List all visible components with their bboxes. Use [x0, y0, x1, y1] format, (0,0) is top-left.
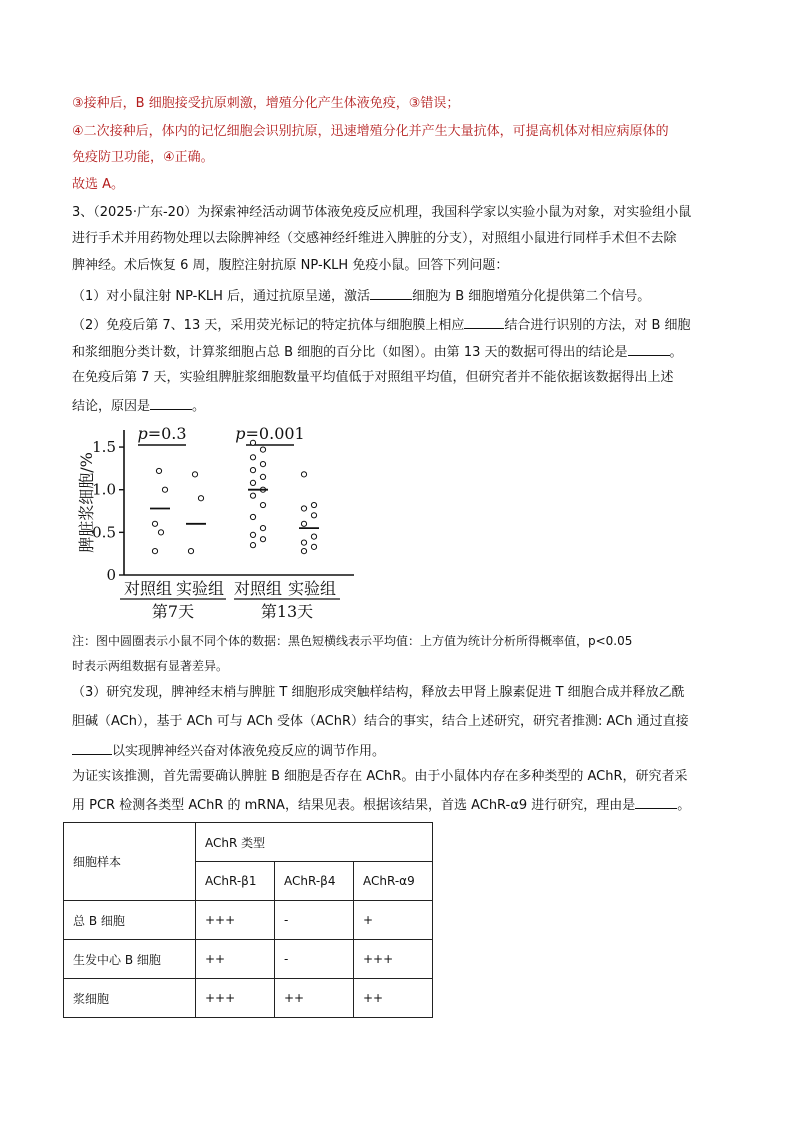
p-value-label: [235, 424, 304, 443]
table-cell: +: [354, 901, 433, 940]
part-2-text-e: 结论，原因是: [72, 399, 151, 414]
data-point: [250, 467, 255, 472]
y-tick-label: 1.5: [92, 438, 116, 457]
part-3-line-5: [72, 794, 690, 816]
group-header-cell: AChR 类型: [196, 823, 433, 862]
table-row: [64, 979, 433, 1018]
answer-line-1: ③接种后，B 细胞接受抗原刺激，增殖分化产生体液免疫，③错误；: [72, 96, 460, 111]
question-3-line-1: 3、（2025·广东-20）为探索神经活动调节体液免疫反应机理，我国科学家以实验小鼠为对象，对实验组小鼠: [72, 205, 692, 220]
data-point: [260, 537, 265, 542]
y-axis-label: 脾脏浆细胞/%: [77, 452, 96, 553]
data-point: [301, 549, 306, 554]
part-2-line-2: [72, 341, 683, 363]
category-label: 对照组: [233, 579, 283, 598]
category-label: 实验组: [287, 579, 337, 598]
y-tick-label: 0: [106, 566, 116, 584]
part-3-text-e: 用 PCR 检测各类型 AChR 的 mRNA，结果见表。根据该结果，首选 AChR-α9 进行研究，理由是: [72, 798, 636, 813]
row-label: 浆细胞: [64, 979, 196, 1018]
data-point: [198, 496, 203, 501]
data-point: [260, 502, 265, 507]
table-row: [64, 940, 433, 979]
y-tick-label: 1.0: [92, 480, 116, 499]
data-point: [311, 544, 316, 549]
table-cell: ++: [196, 940, 275, 979]
part-1: [72, 285, 650, 307]
question-3-line-2: 进行手术并用药物处理以去除脾神经（交感神经纤维进入脾脏的分支），对照组小鼠进行同样手术但不去除: [72, 231, 677, 246]
p-value: =0.001: [245, 424, 305, 443]
period: 。: [669, 345, 683, 360]
data-point: [301, 506, 306, 511]
group-label: 第7天: [151, 602, 195, 621]
data-point: [188, 549, 193, 554]
part-3-line-2: 胆碱（ACh），基于 ACh 可与 ACh 受体（AChR）结合的事实，结合上述研究，研究者推测: ACh 通过直接: [72, 714, 689, 729]
data-point: [152, 521, 157, 526]
p-value: =0.3: [147, 424, 187, 443]
table-cell: +++: [354, 940, 433, 979]
figure-note-2: 时表示两组数据有显著差异。: [72, 659, 229, 673]
p-symbol: p: [137, 424, 148, 443]
part-2-line-1: [72, 314, 691, 336]
data-point: [158, 530, 163, 535]
answer-blank[interactable]: [370, 285, 412, 300]
achr-table: [63, 822, 433, 1018]
table-cell: -: [275, 940, 354, 979]
data-point: [311, 502, 316, 507]
data-point: [301, 540, 306, 545]
data-point: [156, 468, 161, 473]
data-point: [260, 474, 265, 479]
period: 。: [677, 798, 691, 813]
answer-blank[interactable]: [72, 740, 112, 755]
table-row: [64, 901, 433, 940]
p-value-label: [137, 424, 186, 443]
table-cell: ++: [275, 979, 354, 1018]
data-point: [311, 534, 316, 539]
data-point: [152, 549, 157, 554]
table-cell: ++: [354, 979, 433, 1018]
category-label: 对照组: [123, 579, 173, 598]
data-point: [260, 525, 265, 530]
table-cell: -: [275, 901, 354, 940]
row-label: 总 B 细胞: [64, 901, 196, 940]
scatter-chart: [72, 420, 372, 625]
part-3-text-c: 以实现脾神经兴奋对体液免疫反应的调节作用。: [112, 744, 386, 759]
y-tick-label: 0.5: [92, 523, 116, 542]
part-3-line-3: [72, 740, 385, 762]
data-point: [260, 462, 265, 467]
data-point: [250, 455, 255, 460]
plasma-cell-figure: [72, 420, 372, 625]
part-2-text-b: 结合进行识别的方法，对 B 细胞: [504, 318, 691, 333]
data-point: [162, 487, 167, 492]
answer-blank[interactable]: [464, 314, 504, 329]
data-point: [250, 480, 255, 485]
part-2-line-4: [72, 395, 205, 417]
period: 。: [192, 399, 206, 414]
answer-blank[interactable]: [150, 395, 192, 410]
part-1-text-b: 细胞为 B 细胞增殖分化提供第二个信号。: [412, 289, 651, 304]
answer-line-2: ④二次接种后，体内的记忆细胞会识别抗原，迅速增殖分化并产生大量抗体，可提高机体对相应病原体的: [72, 124, 669, 139]
column-header: AChR-β1: [196, 862, 275, 901]
row-label: 生发中心 B 细胞: [64, 940, 196, 979]
data-point: [250, 543, 255, 548]
data-point: [192, 472, 197, 477]
answer-line-3: 免疫防卫功能，④正确。: [72, 150, 214, 165]
part-2-text-a: （2）免疫后第 7、13 天，采用荧光标记的特定抗体与细胞膜上相应: [72, 318, 465, 333]
part-3-line-1: （3）研究发现，脾神经末梢与脾脏 T 细胞形成突触样结构，释放去甲肾上腺素促进 T 细胞合成并释放乙酰: [72, 685, 685, 700]
column-header: AChR-α9: [354, 862, 433, 901]
column-header: AChR-β4: [275, 862, 354, 901]
data-point: [260, 447, 265, 452]
part-2-line-3: 在免疫后第 7 天，实验组脾脏浆细胞数量平均值低于对照组平均值，但研究者并不能依据该数据得出上述: [72, 370, 674, 385]
category-label: 实验组: [175, 579, 225, 598]
answer-blank[interactable]: [628, 341, 670, 356]
data-point: [250, 532, 255, 537]
row-header-cell: 细胞样本: [64, 823, 196, 901]
data-point: [301, 521, 306, 526]
question-3-line-3: 脾神经。术后恢复 6 周，腹腔注射抗原 NP-KLH 免疫小鼠。回答下列问题：: [72, 258, 509, 273]
data-point: [311, 513, 316, 518]
figure-note-1: 注：图中圆圈表示小鼠不同个体的数据：黑色短横线表示平均值：上方值为统计分析所得概率值，p<0.05: [72, 634, 633, 648]
table-cell: +++: [196, 979, 275, 1018]
group-label: 第13天: [260, 602, 314, 621]
answer-line-4: 故选 A。: [72, 177, 125, 192]
data-point: [301, 472, 306, 477]
data-point: [250, 514, 255, 519]
part-1-text-a: （1）对小鼠注射 NP-KLH 后，通过抗原呈递，激活: [72, 289, 371, 304]
data-point: [250, 493, 255, 498]
part-3-line-4: 为证实该推测，首先需要确认脾脏 B 细胞是否存在 AChR。由于小鼠体内存在多种类型的 AChR，研究者采: [72, 769, 688, 784]
p-symbol: p: [235, 424, 246, 443]
part-2-text-c: 和浆细胞分类计数，计算浆细胞占总 B 细胞的百分比（如图）。由第 13 天的数据可得出的结论是: [72, 345, 628, 360]
answer-blank[interactable]: [635, 794, 677, 809]
table-cell: +++: [196, 901, 275, 940]
